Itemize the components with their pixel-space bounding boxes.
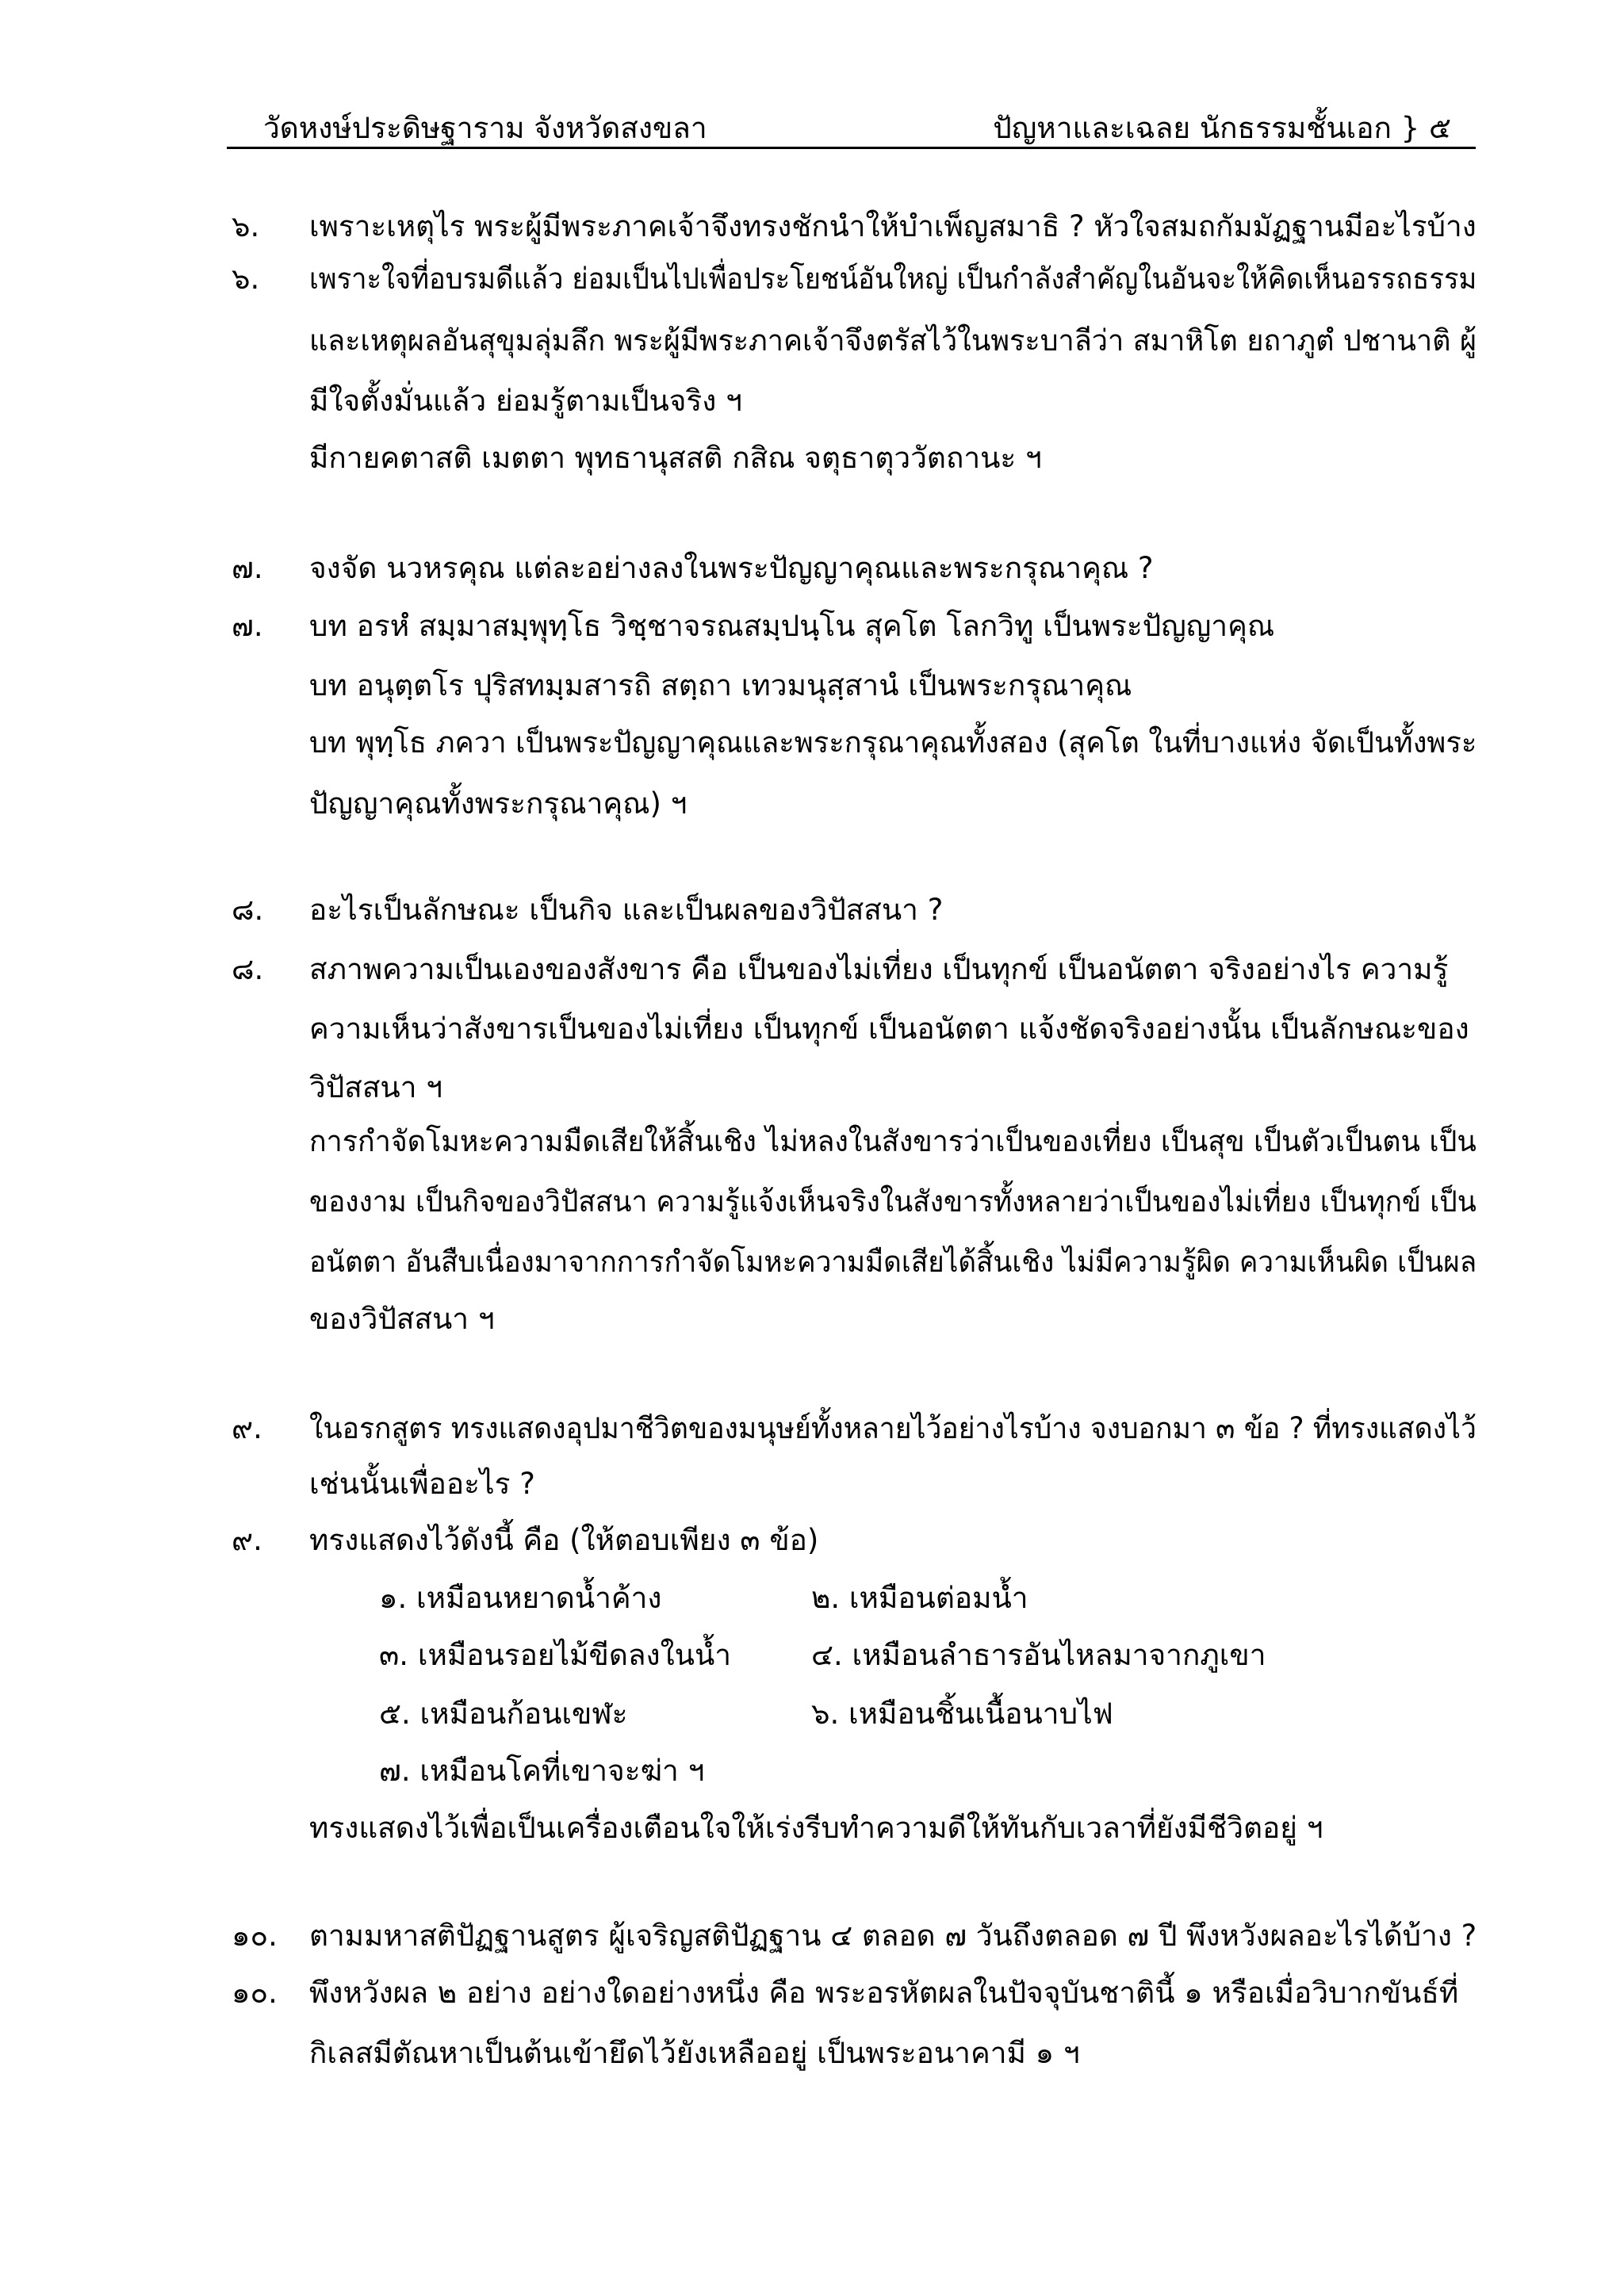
question-text: ตามมหาสติปัฏฐานสูตร ผู้เจริญสติปัฏฐาน ๔ ตลอด ๗ วันถึงตลอด ๗ ปี พึงหวังผลอะไรได้บ้าง ? xyxy=(309,1919,1477,1953)
list-item: ๕. เหมือนก้อนเขฬะ xyxy=(379,1697,628,1731)
answer-text: และเหตุผลอันสุขุมลุ่มลึก พระผู้มีพระภาคเจ้าจึงตรัสไว้ในพระบาลีว่า สมาหิโต ยถาภูตํ ปชานาติ ผู้ xyxy=(309,323,1477,358)
answer-intro: ทรงแสดงไว้ดังนี้ คือ (ให้ตอบเพียง ๓ ข้อ) xyxy=(309,1523,819,1557)
answer-number: ๗. xyxy=(232,609,263,643)
question-number: ๑๐. xyxy=(232,1919,278,1953)
answer-text: วิปัสสนา ฯ xyxy=(309,1070,443,1104)
list-item: ๓. เหมือนรอยไม้ขีดลงในน้ำ xyxy=(379,1638,732,1672)
answer-number: ๙. xyxy=(232,1523,262,1557)
list-item: ๗. เหมือนโคที่เขาจะฆ่า ฯ xyxy=(379,1754,705,1788)
question-text: จงจัด นวหรคุณ แต่ละอย่างลงในพระปัญญาคุณและพระกรุณาคุณ ? xyxy=(309,551,1154,585)
answer-number: ๖. xyxy=(232,262,260,296)
question-number: ๙. xyxy=(232,1411,262,1445)
list-item: ๖. เหมือนชิ้นเนื้อนาบไฟ xyxy=(811,1697,1113,1731)
answer-text: มีกายคตาสติ เมตตา พุทธานุสสติ กสิณ จตุธาตุววัตถานะ ฯ xyxy=(309,441,1042,475)
answer-number: ๑๐. xyxy=(232,1976,278,2010)
answer-text: เพราะใจที่อบรมดีแล้ว ย่อมเป็นไปเพื่อประโยชน์อันใหญ่ เป็นกำลังสำคัญในอันจะให้คิดเห็นอรรถธรรม xyxy=(309,262,1477,296)
question-text: เพราะเหตุไร พระผู้มีพระภาคเจ้าจึงทรงชักนำให้บำเพ็ญสมาธิ ? หัวใจสมถกัมมัฏฐานมีอะไรบ้าง xyxy=(309,209,1477,243)
header-rule xyxy=(227,147,1476,149)
answer-text: บท พุทฺโธ ภควา เป็นพระปัญญาคุณและพระกรุณาคุณทั้งสอง (สุคโต ในที่บางแห่ง จัดเป็นทั้งพระ xyxy=(309,725,1477,760)
answer-text: ปัญญาคุณทั้งพระกรุณาคุณ) ฯ xyxy=(309,786,688,821)
answer-text: กิเลสมีตัณหาเป็นต้นเข้ายึดไว้ยังเหลืออยู่ เป็นพระอนาคามี ๑ ฯ xyxy=(309,2036,1080,2070)
answer-text: บท อนุตฺตโร ปุริสทมฺมสารถิ สตฺถา เทวมนุสฺสานํ เป็นพระกรุณาคุณ xyxy=(309,668,1132,702)
question-text: ในอรกสูตร ทรงแสดงอุปมาชีวิตของมนุษย์ทั้งหลายไว้อย่างไรบ้าง จงบอกมา ๓ ข้อ ? ที่ทรงแสดงไว้ xyxy=(309,1411,1477,1445)
answer-number: ๘. xyxy=(232,952,264,986)
answer-text: บท อรหํ สมฺมาสมฺพุทฺโธ วิชฺชาจรณสมฺปนฺโน สุคโต โลกวิทู เป็นพระปัญญาคุณ xyxy=(309,609,1275,643)
question-number: ๗. xyxy=(232,551,263,585)
answer-outro: ทรงแสดงไว้เพื่อเป็นเครื่องเตือนใจให้เร่งรีบทำความดีให้ทันกับเวลาที่ยังมีชีวิตอยู่ ฯ xyxy=(309,1811,1323,1845)
list-item: ๔. เหมือนลำธารอันไหลมาจากภูเขา xyxy=(811,1638,1266,1672)
question-number: ๘. xyxy=(232,893,264,927)
answer-text: ของงาม เป็นกิจของวิปัสสนา ความรู้แจ้งเห็นจริงในสังขารทั้งหลายว่าเป็นของไม่เที่ยง เป็นทุกข์ เป็น xyxy=(309,1184,1477,1219)
question-text: อะไรเป็นลักษณะ เป็นกิจ และเป็นผลของวิปัสสนา ? xyxy=(309,893,944,927)
answer-text: สภาพความเป็นเองของสังขาร คือ เป็นของไม่เที่ยง เป็นทุกข์ เป็นอนัตตา จริงอย่างไร ความรู้ xyxy=(309,952,1449,986)
answer-text: อนัตตา อันสืบเนื่องมาจากการกำจัดโมหะความมืดเสียได้สิ้นเชิง ไม่มีความรู้ผิด ความเห็นผิด เป็นผล xyxy=(309,1245,1477,1279)
header-left: วัดหงษ์ประดิษฐาราม จังหวัดสงขลา xyxy=(263,111,707,145)
list-item: ๑. เหมือนหยาดน้ำค้าง xyxy=(379,1581,662,1615)
answer-text: ความเห็นว่าสังขารเป็นของไม่เที่ยง เป็นทุกข์ เป็นอนัตตา แจ้งชัดจริงอย่างนั้น เป็นลักษณะของ xyxy=(309,1012,1469,1046)
header-right: ปัญหาและเฉลย นักธรรมชั้นเอก } ๕ xyxy=(993,111,1451,145)
list-item: ๒. เหมือนต่อมน้ำ xyxy=(811,1581,1028,1615)
question-text: เช่นนั้นเพื่ออะไร ? xyxy=(309,1467,535,1501)
answer-text: ของวิปัสสนา ฯ xyxy=(309,1302,495,1336)
answer-text: พึงหวังผล ๒ อย่าง อย่างใดอย่างหนึ่ง คือ พระอรหัตผลในปัจจุบันชาตินี้ ๑ หรือเมื่อวิบากขันธ์ที่ xyxy=(309,1976,1459,2010)
answer-text: การกำจัดโมหะความมืดเสียให้สิ้นเชิง ไม่หลงในสังขารว่าเป็นของเที่ยง เป็นสุข เป็นตัวเป็นตน เป็น xyxy=(309,1124,1477,1158)
answer-text: มีใจตั้งมั่นแล้ว ย่อมรู้ตามเป็นจริง ฯ xyxy=(309,384,742,418)
question-number: ๖. xyxy=(232,209,260,243)
